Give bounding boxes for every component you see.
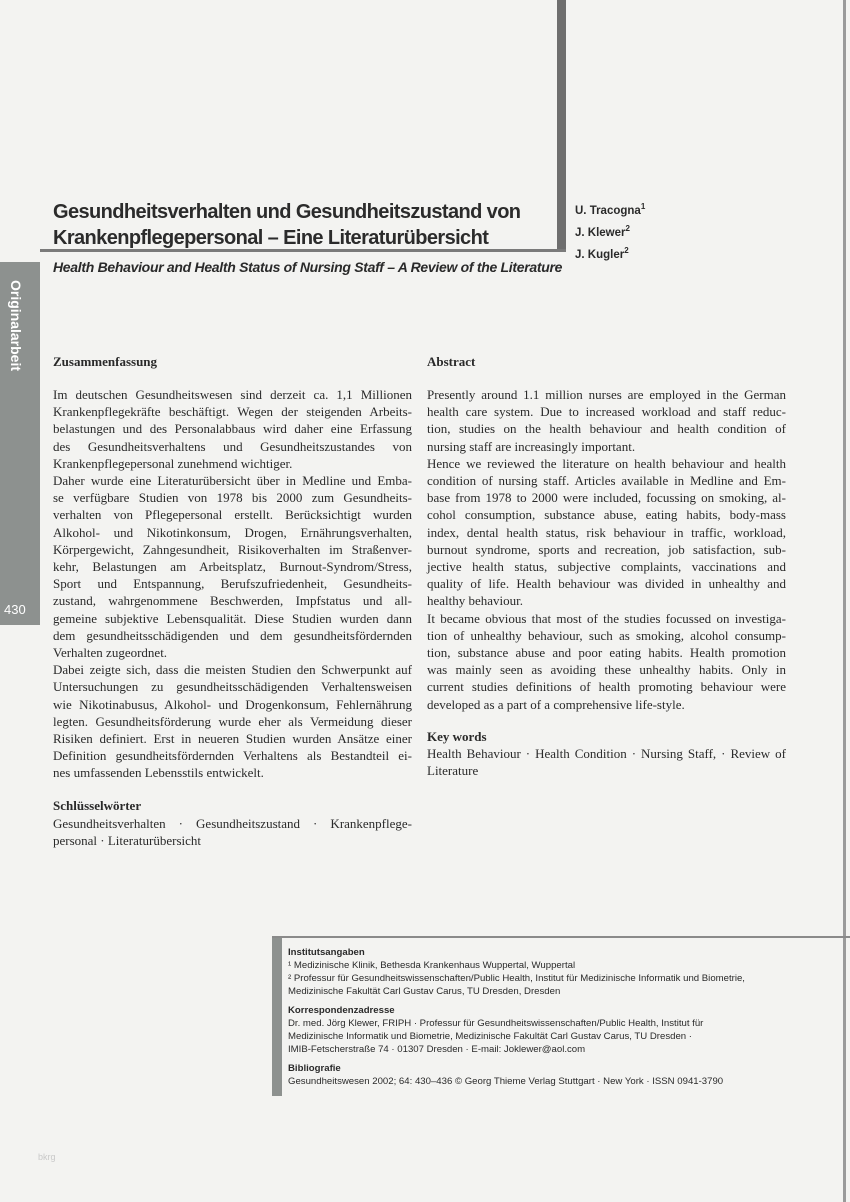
text-line: Hence we reviewed the literature on health behaviour and health <box>427 455 786 471</box>
text-line: jective health status, subjective complaints, vaccinations and <box>427 559 786 575</box>
text-line: wie Nikotinabusus, Alkohol- und Drogenkonsum, Fehlernährung <box>53 696 412 712</box>
info-line: Medizinische Informatik und Biometrie, Medizinische Fakultät Carl Gustav Carus, TU Dresden · <box>288 1031 692 1042</box>
info-line: ² Professur für Gesundheitswissenschaften/Public Health, Institut für Medizinische Informatik und Biometrie, <box>288 973 745 984</box>
info-section <box>288 1004 745 1056</box>
text-line: nursing staff are increasingly important. <box>427 438 636 454</box>
text-line: index, dental health status, risk behaviour in traffic, workload, <box>427 524 786 540</box>
text-line: current studies definitions of health promoting behaviour were <box>427 679 786 695</box>
author-list <box>575 198 645 263</box>
info-line: Medizinische Fakultät Carl Gustav Carus, TU Dresden, Dresden <box>288 986 561 997</box>
author-name: U. Tracogna <box>575 204 641 217</box>
text-line: Krankenpflegekräfte beschäftigt. Wegen der steigenden Arbeits- <box>53 404 412 420</box>
text-line: Alkohol- und Nikotinkonsum, Drogen, Ernährungsverhalten, <box>53 524 412 540</box>
text-line: burnout syndrome, sports and recreation, job satisfaction, sub- <box>427 541 786 557</box>
info-box-body <box>288 946 745 1094</box>
german-abstract-body <box>53 386 412 782</box>
text-line: Verhalten zugeordnet. <box>53 645 168 661</box>
info-section-heading: Institutsangaben <box>288 947 365 958</box>
text-line: legten. Gesundheitsförderung wurde eher als Vermeidung dieser <box>53 713 412 729</box>
author-name: J. Klewer <box>575 226 626 239</box>
text-line: developed as a part of a comprehensive life-style. <box>427 696 685 712</box>
scan-watermark: bkrg <box>38 1152 56 1162</box>
german-keywords-heading: Schlüsselwörter <box>53 798 142 813</box>
text-line: verhalten von Pflegepersonal erstellt. Berücksichtigt wurden <box>53 507 412 523</box>
text-line: Risiken definiert. Erst in neueren Studien wurden Ansätze einer <box>53 731 412 747</box>
text-line: Definition gesundheitsfördernden Verhaltens als Bestandteil ei- <box>53 748 412 764</box>
author-name: J. Kugler <box>575 248 625 261</box>
page-number: 430 <box>4 602 26 617</box>
info-section <box>288 1062 745 1088</box>
english-keywords-heading: Key words <box>427 729 487 744</box>
text-line: cohol consumption, substance abuse, eating habits, body-mass <box>427 507 786 523</box>
info-section <box>288 946 745 998</box>
title-line-1: Gesundheitsverhalten und Gesundheitszustand von <box>53 201 521 223</box>
text-line: Körpergewicht, Zahngesundheit, Risikoverhalten im Straßenver- <box>53 541 412 557</box>
text-line: Literature <box>427 763 479 779</box>
english-abstract-body <box>427 386 786 713</box>
info-line: ¹ Medizinische Klinik, Bethesda Krankenhaus Wuppertal, Wuppertal <box>288 960 576 971</box>
text-line: was mainly seen as avoiding these unhealthy habits. Only in <box>427 662 786 678</box>
title-line-2: Krankenpflegepersonal – Eine Literaturübersicht <box>53 227 489 249</box>
text-line: des Gesundheitsverhaltens und Gesundheitszustandes von <box>53 438 412 454</box>
text-line: healthy behaviour. <box>427 593 524 609</box>
article-type-label: Originalarbeit <box>8 280 24 372</box>
english-abstract-heading: Abstract <box>427 354 476 369</box>
info-section-heading: Bibliografie <box>288 1063 341 1074</box>
text-line: quality of life. Health behaviour was divided in unhealthy and <box>427 576 786 592</box>
author <box>575 198 645 220</box>
info-line: Gesundheitswesen 2002; 64: 430–436 © Georg Thieme Verlag Stuttgart · New York · ISSN 0941-3790 <box>288 1076 724 1087</box>
text-line: personal · Literaturübersicht <box>53 833 201 849</box>
german-abstract-heading: Zusammenfassung <box>53 354 158 369</box>
text-line: base from 1978 to 2000 were included, focussing on smoking, al- <box>427 490 786 506</box>
english-title: Health Behaviour and Health Status of Nursing Staff – A Review of the Literature <box>53 259 563 275</box>
text-line: Im deutschen Gesundheitswesen sind derzeit ca. 1,1 Millionen <box>53 387 412 402</box>
text-line: Daher wurde eine Literaturübersicht über in Medline und Emba- <box>53 473 412 489</box>
text-line: se verfügbare Studien von 1978 bis 2000 zum Gesundheits- <box>53 490 412 506</box>
german-keywords <box>53 815 412 849</box>
text-line: Untersuchungen zu gesundheitsschädigenden Verhaltensweisen <box>53 679 412 695</box>
text-line: Health Behaviour · Health Condition · Nursing Staff, · Review of <box>427 746 786 761</box>
text-line: Presently around 1.1 million nurses are employed in the German <box>427 387 786 402</box>
author-affiliation: 1 <box>640 202 646 211</box>
info-box-bar <box>272 938 282 1096</box>
text-line: dem gesundheitsschädigenden und dem gesundheitsfördernden <box>53 627 412 643</box>
author-affiliation: 2 <box>625 223 630 233</box>
author <box>575 242 645 264</box>
text-line: nes umfassenden Lebensstils entwickelt. <box>53 765 264 781</box>
english-keywords <box>427 745 786 779</box>
text-line: It became obvious that most of the studies focussed on investiga- <box>427 610 786 626</box>
text-line: Gesundheitsverhalten · Gesundheitszustand · Krankenpflege- <box>53 816 412 831</box>
text-line: condition of nursing staff. Articles available in Medline and Em- <box>427 473 786 489</box>
author-affiliation: 2 <box>624 245 629 255</box>
text-line: belastungen und des Personalabbaus wird daher eine Erfassung <box>53 421 412 437</box>
text-line: tion of unhealthy behaviour, such as smoking, alcohol consump- <box>427 627 786 643</box>
section-sidebar <box>0 262 40 625</box>
text-line: tion, studies on the health behaviour and health condition of <box>427 421 786 437</box>
text-line: health care system. Due to increased workload and staff reduc- <box>427 404 786 420</box>
text-line: tion, substance abuse and poor eating habits. Health promotion <box>427 645 786 661</box>
text-line: kehr, Belastungen am Arbeitsplatz, Burnout-Syndrom/Stress, <box>53 559 412 575</box>
text-line: gemeine subjektive Lebensqualität. Diese Studien wurden dann <box>53 610 412 626</box>
text-line: Krankenpflegepersonal zunehmend wichtiger. <box>53 455 293 471</box>
text-line: Sport und Entspannung, Berufszufriedenheit, Gesundheits- <box>53 576 412 592</box>
author <box>575 220 645 242</box>
header-vertical-rule <box>557 0 566 252</box>
text-line: Dabei zeigte sich, dass die meisten Studien den Schwerpunkt auf <box>53 662 412 678</box>
article-info-box <box>272 936 850 1096</box>
info-line: Dr. med. Jörg Klewer, FRIPH · Professur für Gesundheitswissenschaften/Public Health, Institut für <box>288 1018 704 1029</box>
info-section-heading: Korrespondenzadresse <box>288 1005 395 1016</box>
text-line: zustand, wahrgenommene Beschwerden, Impfstatus und all- <box>53 593 412 609</box>
info-line: IMIB-Fetscherstraße 74 · 01307 Dresden · E-mail: Joklewer@aol.com <box>288 1044 586 1055</box>
